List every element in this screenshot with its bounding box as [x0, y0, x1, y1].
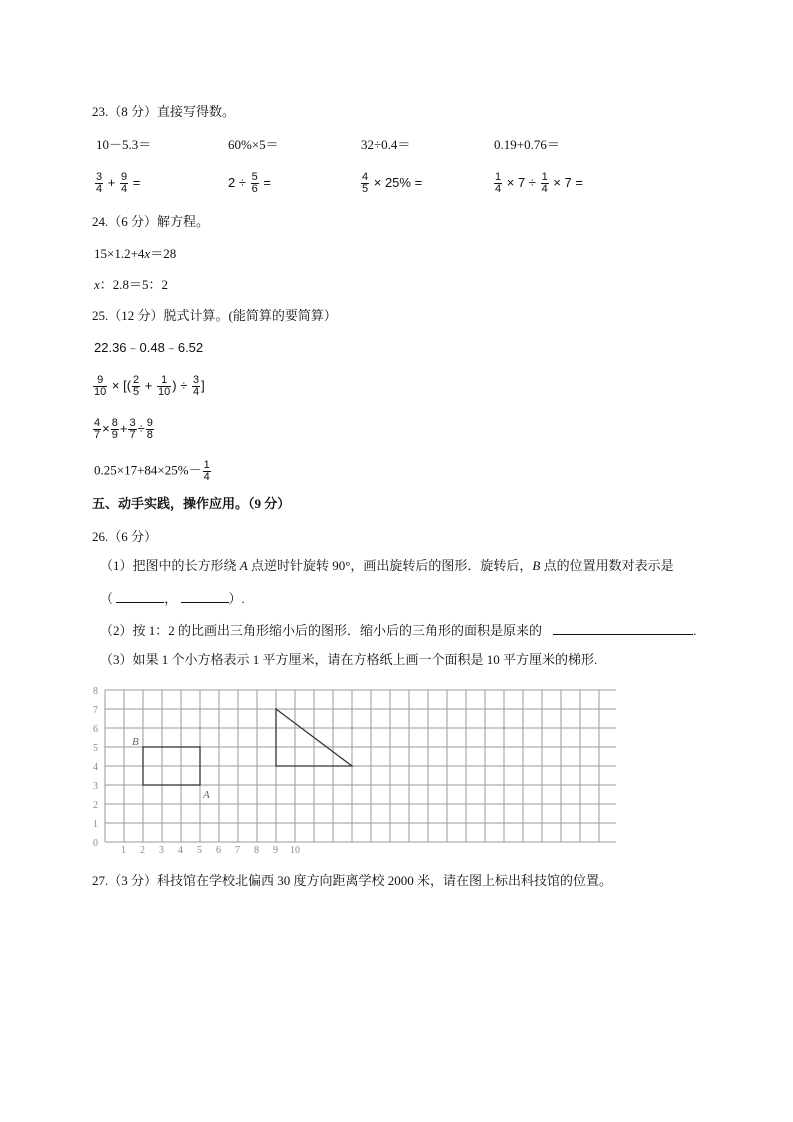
x-tick-label: 3	[159, 845, 164, 854]
q24-equation-2: x：2.8＝5：2	[94, 277, 169, 292]
y-tick-label: 0	[93, 838, 98, 849]
grid-figure[interactable]	[86, 682, 616, 854]
x-tick-label: 7	[235, 845, 240, 854]
q24-title: 24.（6 分）解方程。	[92, 214, 210, 229]
q25-title: 25.（12 分）脱式计算。(能简算的要简算）	[92, 308, 337, 323]
point-a-label: A	[203, 789, 210, 801]
y-tick-label: 7	[93, 705, 98, 716]
q23-item-8: $\frac{1}{4}$ × 7 ÷ $\frac{1}{4}$ × 7 =	[495, 171, 583, 195]
q25-expression-4: 0.25×17+84×25%－ $\frac{1}{4}$	[94, 459, 210, 483]
x-tick-label: 10	[290, 845, 300, 854]
q23-item-2: 60%×5＝	[228, 137, 279, 152]
x-tick-label: 4	[178, 845, 183, 854]
q25-expression-3: $\frac{4}{7}$ × $\frac{8}{9}$ + $\frac{3}{7}$ ÷ $\frac{9}{8}$	[94, 417, 153, 441]
answer-blank-x[interactable]	[116, 590, 164, 603]
q23-item-5: $\frac{3}{4}$ + $\frac{9}{4}$ =	[96, 171, 141, 195]
y-tick-label: 3	[93, 781, 98, 792]
q23-item-3: 32÷0.4＝	[361, 137, 411, 152]
x-tick-label: 5	[197, 845, 202, 854]
y-tick-label: 5	[93, 743, 98, 754]
q25-expression-1: 22.36﹣0.48﹣6.52	[94, 340, 204, 355]
x-tick-label: 8	[254, 845, 259, 854]
q26-title: 26.（6 分）	[92, 529, 158, 544]
q23-item-4: 0.19+0.76＝	[494, 137, 560, 152]
x-tick-label: 9	[273, 845, 278, 854]
y-tick-label: 8	[93, 686, 98, 697]
y-tick-label: 4	[93, 762, 98, 773]
q24-equation-1: 15×1.2+4x＝28	[94, 246, 177, 261]
x-tick-label: 2	[140, 845, 145, 854]
q26-part-1: （1）把图中的长方形绕 A 点逆时针旋转 90°，画出旋转后的图形．旋转后，B 点的位置用数对表示是	[100, 558, 674, 573]
q27-title: 27.（3 分）科技馆在学校北偏西 30 度方向距离学校 2000 米，请在图上标出科技馆的位置。	[92, 873, 613, 888]
q23-item-7: $\frac{4}{5}$ × 25% =	[362, 171, 423, 195]
q26-part-2: （2）按 1：2 的比画出三角形缩小后的图形．缩小后的三角形的面积是原来的 .	[100, 623, 697, 638]
q26-part-1-answer: （ ， ）.	[100, 591, 245, 606]
y-tick-label: 1	[93, 819, 98, 830]
q23-item-1: 10－5.3＝	[96, 137, 152, 152]
q23-title: 23.（8 分）直接写得数。	[92, 104, 236, 119]
y-tick-label: 2	[93, 800, 98, 811]
x-tick-label: 6	[216, 845, 221, 854]
x-tick-label: 1	[121, 845, 126, 854]
q26-part-3: （3）如果 1 个小方格表示 1 平方厘米，请在方格纸上画一个面积是 10 平方厘米的梯形.	[100, 652, 598, 667]
answer-blank-y[interactable]	[181, 590, 229, 603]
section-5-heading: 五、动手实践，操作应用。（9 分）	[92, 496, 291, 511]
y-tick-label: 6	[93, 724, 98, 735]
q23-item-6: 2 ÷ $\frac{5}{6}$ =	[228, 171, 271, 195]
point-b-label: B	[132, 736, 139, 748]
answer-blank-ratio[interactable]	[553, 622, 693, 635]
q25-expression-2: $\frac{9}{10}$ × [( $\frac{2}{5}$ + $\frac{1}{10}$ ) ÷ $\frac{3}{4}$ ]	[94, 374, 205, 398]
